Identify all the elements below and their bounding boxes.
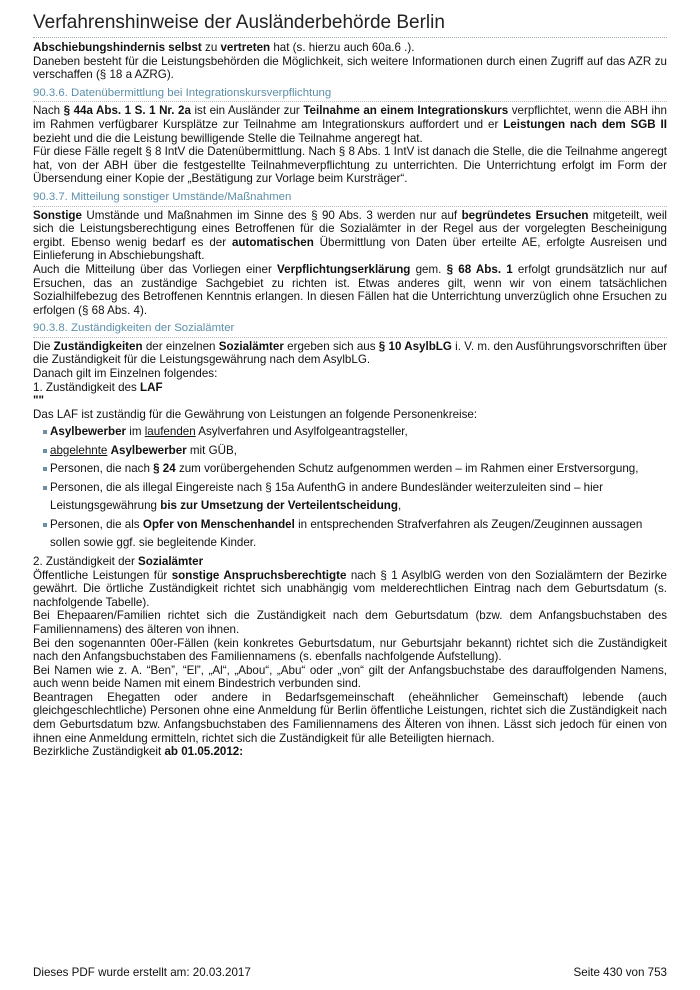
text-run: Bei Namen wie z. A. “Ben”, “El”, „Al“, „Abou“, „Abu“ oder „von“ gilt der Anfangsbuchstabe des darauffolgenden Namens, auch wenn beide Namen mit einem Bindestrich verbunden sind.	[33, 663, 667, 691]
text-run: ""	[33, 394, 44, 408]
paragraph	[33, 569, 667, 610]
text-run: ist ein Ausländer zur	[190, 104, 304, 118]
text-run: Sozialämter	[138, 554, 204, 568]
text-run: ,	[397, 499, 402, 513]
text-run: § 68 Abs. 1	[446, 262, 513, 276]
text-run: Nach	[33, 104, 64, 118]
text-run: hat (s. hierzu auch 60a.6 .).	[270, 41, 415, 54]
list-item	[43, 460, 667, 479]
document-body	[33, 41, 667, 759]
text-run: Daneben besteht für die Leistungsbehörden die Möglichkeit, sich weitere Informationen durch einen Zugriff auf das AZR zu verschaffen (§ 18 a AZRG).	[33, 54, 667, 82]
text-run: 2. Zuständigkeit der	[33, 554, 139, 568]
page-number: Seite 430 von 753	[573, 966, 667, 979]
text-run: abgelehnte	[50, 443, 108, 457]
text-run: Personen, die als	[50, 517, 143, 531]
text-run: Bei Ehepaaren/Familien richtet sich die Zuständigkeit nach dem Geburtsdatum (bzw. dem Anfangsbuchstaben des Familiennamens) des älteren von ihnen.	[33, 609, 667, 636]
text-run: bis zur Umsetzung der Verteilentscheidung	[160, 499, 398, 513]
text-run: Asylbewerber	[50, 425, 127, 439]
text-run: Verpflichtungserklärung	[277, 262, 411, 276]
text-run: Umstände und Maßnahmen im Sinne des § 90 Abs. 3 werden nur auf	[81, 208, 462, 222]
paragraph	[33, 104, 667, 145]
paragraph	[33, 408, 667, 422]
text-run: Beantragen Ehegatten oder andere in Bedarfsgemeinschaft (eheähnlicher Gemeinschaft) lebende (auch gleichgeschlechtliche) Personen ohne eine Anmeldung für Berlin öffentliche Leistungen, richtet sich die Zuständigkeit nach dem Geburtsdatum bzw. Anfangsbuchstaben des Familiennamens des Älteren von ihnen. Lässt sich jedoch für einen von ihnen eine Anmeldung ermitteln, richtet sich die Zuständigkeit für alle Beteiligten hiernach.	[33, 690, 667, 745]
text-run: ab 01.05.2012:	[164, 745, 244, 759]
text-run: Das LAF ist zuständig für die Gewährung von Leistungen an folgende Personenkreise:	[33, 407, 478, 421]
paragraph	[33, 691, 667, 745]
laf-person-list	[33, 423, 667, 553]
text-run: Bezirkliche Zuständigkeit	[33, 745, 165, 759]
bullet-icon	[43, 430, 47, 434]
text-run: Die	[33, 339, 54, 353]
text-run: Auch die Mitteilung über das Vorliegen einer	[33, 262, 278, 276]
text-run: sonstige Anspruchsberechtigte	[171, 568, 347, 582]
text-run: bezieht und die die Leistung bewilligende Stelle die Teilnahme angeregt hat.	[33, 131, 423, 145]
text-run: Asylbewerber	[110, 443, 187, 457]
bullet-icon	[43, 467, 47, 471]
paragraph	[33, 745, 667, 759]
text-run: Leistungen nach dem SGB II	[503, 117, 668, 131]
text-run: mitgeteilt, weil sich die Leistungsberechtigung eines Betroffenen für die Sozialämter in der Regel aus der vorgelegten Bescheinigung ergibt. Ebenso wenig bedarf es der	[33, 208, 667, 249]
text-run: Sozialämter	[218, 339, 284, 353]
header-divider	[33, 37, 667, 38]
section-heading-90-3-8: 90.3.8. Zuständigkeiten der Sozialämter	[33, 322, 667, 338]
text-run: begründetes Ersuchen	[461, 208, 589, 222]
text-run: Teilnahme an einem Integrationskurs	[303, 104, 509, 118]
text-run: § 44a Abs. 1 S. 1 Nr. 2a	[63, 104, 191, 118]
text-run: i. V. m. den Ausführungsvorschriften über die Zuständigkeit für die Leistungsgewährung nach dem AsylbLG.	[33, 339, 668, 367]
text-run: ergeben sich aus	[283, 339, 379, 353]
text-run: nach § 1 AsylblG werden von den Sozialämtern der Bezirke gewährt. Die örtliche Zuständigkeit richtet sich unabhängig vom melderechtlichen Eintrag nach dem Geburtsdatum (s. nachfolgende Tabelle).	[33, 568, 667, 609]
bullet-icon	[43, 449, 47, 453]
text-run: Personen, die nach	[50, 462, 154, 476]
text-run: Bei den sogenannten 00er-Fällen (kein konkretes Geburtsdatum, nur Geburtsjahr bekannt) richtet sich die Zuständigkeit nach den Anfangsbuchstaben des Familiennamens (s. ebenfalls nachfolgende Aufstellung).	[33, 636, 667, 664]
text-run: im	[126, 425, 145, 439]
text-run: LAF	[139, 380, 163, 394]
paragraph	[33, 367, 667, 381]
text-run: Personen, die als illegal Eingereiste nach § 15a AufenthG in andere Bundesländer weiterzuleiten sind – hier Leistungsgewährung	[50, 480, 603, 513]
paragraph	[33, 145, 667, 186]
section-heading-90-3-6: 90.3.6. Datenübermittlung bei Integrationskursverpflichtung	[33, 87, 667, 103]
document-title: Verfahrenshinweise der Ausländerbehörde Berlin	[33, 12, 445, 33]
text-run: Übermittlung von Daten über erteilte AE, erfolgte Ausreisen und Einlieferung in Abschiebungshaft.	[33, 235, 667, 263]
text-run: mit GÜB,	[186, 443, 237, 457]
list-item	[43, 423, 667, 442]
text-run: laufenden	[144, 425, 196, 439]
text-run: § 10 AsylbLG	[378, 339, 452, 353]
paragraph	[33, 394, 667, 408]
list-item	[43, 516, 667, 553]
text-run: gem.	[410, 262, 447, 276]
paragraph	[33, 609, 667, 636]
paragraph	[33, 381, 667, 395]
text-run: verpflichtet, wenn die ABH ihn im Rahmen verfügbarer Kursplätze zur Teilnahme am Integrationskurs auffordert und er	[33, 104, 667, 131]
text-run: automatischen	[231, 235, 314, 249]
section-heading-90-3-7: 90.3.7. Mitteilung sonstiger Umstände/Maßnahmen	[33, 191, 667, 207]
creation-date: Dieses PDF wurde erstellt am: 20.03.2017	[33, 966, 251, 979]
paragraph	[33, 209, 667, 263]
paragraph	[33, 664, 667, 691]
text-run: Opfer von Menschenhandel	[142, 517, 295, 531]
paragraph	[33, 263, 667, 317]
text-run: erfolgt grundsätzlich nur auf Ersuchen, das an zuständige Sachgebiet zu richten ist. Etwas anderes gilt, wenn wir von einem tatsächlichen Sozialhilfebezug des Betroffenen Kenntnis erlangen. In diesen Fällen hat die Unterrichtung unverzüglich ohne Ersuchen zu erfolgen (§ 68 Abs. 4).	[33, 262, 667, 317]
text-run: Sonstige	[33, 208, 82, 222]
paragraph	[33, 55, 667, 82]
text-run: § 24	[153, 462, 176, 476]
paragraph	[33, 41, 667, 55]
text-run: zu	[201, 41, 221, 54]
bullet-icon	[43, 523, 47, 527]
text-run: vertreten	[220, 41, 271, 54]
text-run: der einzelnen	[142, 339, 219, 353]
text-run: Asylverfahren und Asylfolgeantragsteller,	[195, 425, 408, 439]
paragraph	[33, 637, 667, 664]
text-run: Danach gilt im Einzelnen folgendes:	[33, 367, 218, 381]
paragraph	[33, 340, 667, 367]
text-run: in entsprechenden Strafverfahren als Zeugen/Zeuginnen aussagen sollen sowie ggf. sie begleitende Kinder.	[50, 517, 643, 550]
list-item	[43, 479, 667, 516]
page-header	[33, 10, 667, 38]
text-run: Abschiebungshindernis selbst	[33, 41, 202, 54]
bullet-icon	[43, 486, 47, 490]
paragraph	[33, 555, 667, 569]
text-run: 1. Zuständigkeit des	[33, 380, 140, 394]
list-item	[43, 442, 667, 461]
text-run: Öffentliche Leistungen für	[33, 568, 172, 582]
text-run: zum vorübergehenden Schutz aufgenommen werden – im Rahmen einer Erstversorgung,	[175, 462, 639, 476]
text-run: Für diese Fälle regelt § 8 IntV die Datenübermittlung. Nach § 8 Abs. 1 IntV ist danach die Stelle, die die Teilnahme angeregt hat, von der ABH über die festgestellte Teilnahmeverpflichtung zu unterrichten. Die Unterrichtung erfolgt im Form der Übersendung einer Kopie der „Bestätigung zur Vorlage beim Kursträger“.	[33, 145, 667, 186]
text-run: Zuständigkeiten	[53, 339, 143, 353]
